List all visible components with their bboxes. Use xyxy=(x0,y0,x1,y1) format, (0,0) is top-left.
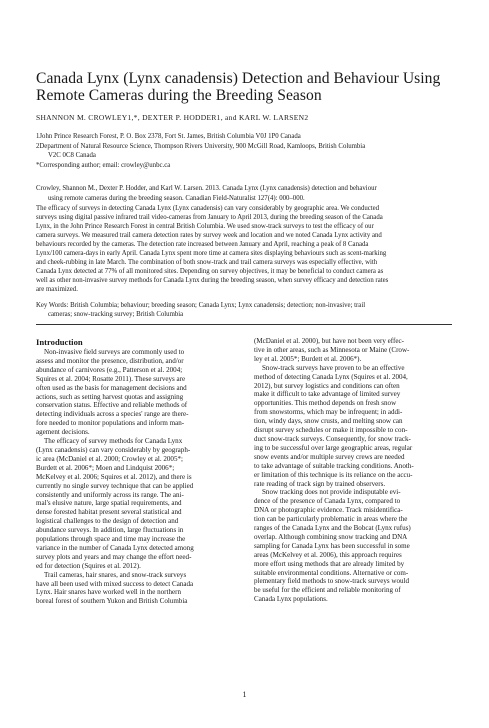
body-text-line: (Lynx canadensis) can vary considerably by geograph- xyxy=(36,445,191,454)
body-text-line: ed for detection (Squires et al. 2012). xyxy=(36,561,141,570)
body-text-line: suitable environmental conditions. Alternative or com- xyxy=(254,568,409,577)
body-text-line: conservation status. Effective and reliable methods of xyxy=(36,401,188,410)
body-text-line: have all been used with mixed success to detect Canada xyxy=(36,579,194,588)
affiliation-line: V2C 0C8 Canada xyxy=(48,152,96,159)
abstract-line: Lynx/100 camera-days in early April. Canada Lynx spent more time at camera sites displaying behaviours such as scent-marking xyxy=(36,249,387,257)
body-text-line: to take advantage of suitable tracking conditions. Anoth- xyxy=(254,461,414,470)
abstract-line: Lynx, in the John Prince Research Forest in central British Columbia. We used snow-track surveys to test the efficacy of our xyxy=(36,222,374,230)
body-text-line: Snow tracking does not provide indisputable evi- xyxy=(262,488,401,497)
affiliation-line: 1John Prince Research Forest, P. O. Box 2378, Fort St. James, British Columbia V0J 1P0 Canada xyxy=(36,133,301,140)
body-text-line: assess and monitor the presence, distribution, and/or xyxy=(36,356,184,365)
body-text-line: Burdett et al. 2006*; Moen and Lindquist 2006*; xyxy=(36,463,175,472)
body-text-line: ing to be successful over large geographic areas, regular xyxy=(254,443,413,452)
body-text-line: often used as the basis for management decisions and xyxy=(36,383,187,392)
affiliations xyxy=(36,132,466,170)
section-heading: Introduction xyxy=(36,337,83,347)
title-line: Remote Cameras during the Breeding Season xyxy=(36,87,322,104)
keywords xyxy=(36,301,456,319)
section-divider xyxy=(36,324,452,325)
body-text-line: disrupt survey schedules or make it impossible to con- xyxy=(254,426,408,435)
body-text-line: consistently and uniformly across its range. The ani- xyxy=(36,490,184,499)
body-text-line: McKelvey et al. 2006; Squires et al. 2012), and there is xyxy=(36,472,192,481)
body-text-line: (McDaniel et al. 2000), but have not been very effec- xyxy=(254,337,404,345)
body-text-line: tion can be particularly problematic in areas where the xyxy=(254,515,408,524)
abstract-line: are maximized. xyxy=(36,285,78,293)
body-text-line: more effort using methods that are already limited by xyxy=(254,559,405,568)
citation xyxy=(36,184,456,203)
body-text-line: er limitation of this technique is its reliance on the accu- xyxy=(254,470,413,479)
body-text-line: from snowstorms, which may be infrequent; in addi- xyxy=(254,408,403,417)
body-text-line: variance in the number of Canada Lynx detected among xyxy=(36,543,194,552)
body-text-line: tion, windy days, snow crusts, and melting snow can xyxy=(254,417,403,426)
body-text-line: Snow-track surveys have proven to be an effective xyxy=(262,363,405,372)
body-text-line: agement decisions. xyxy=(36,428,90,437)
page-number: 1 xyxy=(242,690,247,699)
body-text-line: abundance surveys. In addition, large fluctuations in xyxy=(36,526,184,535)
body-text-line: Lynx. Hair snares have worked well in the northern xyxy=(36,588,182,597)
keywords-line: cameras; snow-tracking survey; British Columbia xyxy=(48,311,184,319)
body-text-line: Canada Lynx populations. xyxy=(254,595,328,604)
body-text-line: overlap. Although combining snow tracking and DNA xyxy=(254,532,408,541)
body-text-line: method of detecting Canada Lynx (Squires et al. 2004, xyxy=(254,372,408,381)
body-text-line: dence of the presence of Canada Lynx, compared to xyxy=(254,497,401,506)
abstract-line: behaviours recorded by the cameras. The detection rate increased between January and April, reaching a peak of 8 Canada xyxy=(36,240,369,248)
body-text-line: fore needed to monitor populations and inform man- xyxy=(36,419,185,428)
body-text-line: tive in other areas, such as Minnesota or Maine (Crow- xyxy=(254,345,410,354)
body-text-line: logistical challenges to the design of detection and xyxy=(36,517,179,526)
author-list: SHANNON M. CROWLEY1,*, DEXTER P. HODDER1, and KARL W. LARSEN2 xyxy=(36,113,309,122)
body-text-line: 2012), but survey logistics and conditions can often xyxy=(254,381,400,390)
left-column xyxy=(36,337,238,606)
right-column xyxy=(254,337,456,604)
body-text-line: duct snow-track surveys. Consequently, for snow track- xyxy=(254,434,411,443)
abstract xyxy=(36,205,456,295)
corresponding-author: *Corresponding author; email: crowley@unbc.ca xyxy=(36,161,171,169)
abstract-line: well as other non-invasive survey methods for Canada Lynx during the breeding season, when survey efficacy and detection rates xyxy=(36,276,389,284)
body-text-line: be useful for the efficient and reliable monitoring of xyxy=(254,586,401,595)
body-text-line: opportunities. This method depends on fresh snow xyxy=(254,399,397,408)
abstract-line: camera surveys. We measured trail camera detection rates by survey week and location and we noted Canada Lynx activity and xyxy=(36,231,382,239)
body-text-line: Trail cameras, hair snares, and snow-track surveys xyxy=(44,570,187,579)
body-text-line: rate reading of track sign by trained observers. xyxy=(254,479,386,488)
body-text-line: currently no single survey technique that can be applied xyxy=(36,481,194,490)
abstract-line: Canada Lynx detected at 77% of all monitored sites. Depending on survey objectives, it may be beneficial to conduct camera as xyxy=(36,267,384,275)
keywords-line: Key Words: British Columbia; behaviour; breeding season; Canada Lynx; Lynx canadensis; detection; non-invasive; trail xyxy=(36,302,366,309)
citation-line: Crowley, Shannon M., Dexter P. Hodder, and Karl W. Larsen. 2013. Canada Lynx (Lynx canadensis) detection and behaviour xyxy=(36,185,377,192)
title-line: Canada Lynx (Lynx canadensis) Detection and Behaviour Using xyxy=(36,70,441,87)
abstract-line: and cheek-rubbing in late March. The combination of both snow-track and trail camera surveys was especially effective, with xyxy=(36,258,378,266)
body-text-line: populations through space and time may increase the xyxy=(36,535,186,544)
affiliation-line: 2Department of Natural Resource Science, Thompson Rivers University, 900 McGill Road, Kamloops, British Columbia xyxy=(36,142,366,150)
body-text-line: sampling for Canada Lynx has been successful in some xyxy=(254,541,410,550)
body-text-line: Non-invasive field surveys are commonly used to xyxy=(44,348,185,356)
body-text-line: abundance of carnivores (e.g., Patterson et al. 2004; xyxy=(36,365,183,374)
body-text-line: plementary field methods to snow-track surveys would xyxy=(254,577,409,586)
body-text-line: ic area (McDaniel et al. 2000; Crowley et al. 2005*; xyxy=(36,454,183,463)
body-text-line: DNA or photographic evidence. Track misidentifica- xyxy=(254,506,403,515)
body-text-line: mal's elusive nature, large spatial requirements, and xyxy=(36,499,182,508)
body-text-line: snow events and/or multiple survey crews are needed xyxy=(254,452,405,461)
abstract-line: surveys using digital passive infrared trail video-cameras from January to April 2013, during the breeding season of the Canada xyxy=(36,213,383,221)
abstract-line: The efficacy of surveys in detecting Canada Lynx (Lynx canadensis) can vary considerably by geographic area. We conducted xyxy=(36,205,380,212)
body-text-line: make it difficult to take advantage of limited survey xyxy=(254,390,401,399)
body-text-line: dense forested habitat present several statistical and xyxy=(36,508,182,517)
body-text-line: survey plots and years and may change the effort need- xyxy=(36,552,192,561)
body-text-line: areas (McKelvey et al. 2006), this approach requires xyxy=(254,550,402,559)
body-text-line: Squires et al. 2004; Rosatte 2011). These surveys are xyxy=(36,374,186,383)
body-text-line: detecting individuals across a species' range are there- xyxy=(36,410,189,419)
citation-line: using remote cameras during the breeding season. Canadian Field-Naturalist 127(4): 000–000. xyxy=(48,194,305,202)
body-text-line: ley et al. 2005*; Burdett et al. 2006*). xyxy=(254,354,362,363)
paper-title xyxy=(36,70,456,104)
body-text-line: boreal forest of southern Yukon and British Columbia xyxy=(36,597,188,606)
body-text-line: actions, such as setting harvest quotas and assigning xyxy=(36,392,184,401)
body-text-line: The efficacy of survey methods for Canada Lynx xyxy=(44,437,183,446)
body-text-line: ranges of the Canada Lynx and the Bobcat (Lynx rufus) xyxy=(254,524,411,533)
